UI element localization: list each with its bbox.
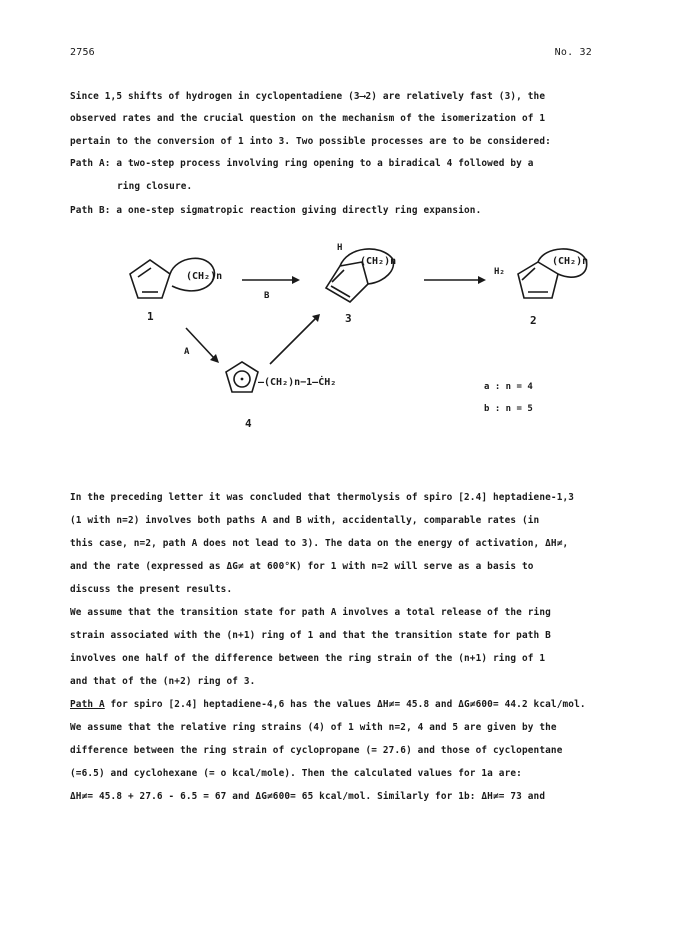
text-line: strain associated with the (n+1) ring of 1 and that the transition state for path B [70,630,551,641]
arrow-a-label: A [184,347,190,357]
text-line: ring closure. [117,181,193,192]
text-line: and that of the (n+2) ring of 3. [70,676,256,687]
text-line: this case, n=2, path A does not lead to 3). The data on the energy of activation, ΔH≠, [70,538,569,549]
path-a-values: for spiro [2.4] heptadiene-4,6 has the values ΔH≠= 45.8 and ΔG≠600= 44.2 kcal/mol. [104,699,586,710]
text-line: We assume that the relative ring strains (4) of 1 with n=2, 4 and 5 are given by the [70,722,557,733]
compound-1-ch2n-label: (CH₂)n [186,271,223,282]
arrow-3-to-2 [424,276,486,284]
h2-label: H₂ [494,267,505,277]
text-line: (=6.5) and cyclohexane (= o kcal/mole). Then the calculated values for 1a are: [70,768,522,779]
text-line: observed rates and the crucial question on the mechanism of the isomerization of 1 [70,113,546,124]
text-line: Since 1,5 shifts of hydrogen in cyclopentadiene (3⟶2) are relatively fast (3), the [70,91,546,102]
text-line: ΔH≠= 45.8 + 27.6 - 6.5 = 67 and ΔG≠600= 65 kcal/mol. Similarly for 1b: ΔH≠= 73 and [70,791,546,802]
compound-2-ch2n-label: (CH₂)n [552,256,589,267]
page-number: 2756 [70,47,95,58]
radical-chain-label: —(CH₂)n−1—ĊH₂ [258,377,337,388]
text-line: difference between the ring strain of cyclopropane (= 27.6) and those of cyclopentane [70,745,563,756]
text-line: Path A: a two-step process involving ring opening to a biradical 4 followed by a [70,158,534,169]
compound-3-label: 3 [345,312,352,325]
compound-4-structure [226,362,258,392]
arrow-b-label: B [264,291,270,301]
reaction-scheme [0,230,680,440]
compound-1-label: 1 [147,310,154,323]
text-line: (1 with n=2) involves both paths A and B with, accidentally, comparable rates (in [70,515,540,526]
arrow-4-to-3 [270,314,320,364]
arrow-path-b [242,276,300,284]
text-line: discuss the present results. [70,584,233,595]
text-line [70,699,586,710]
arrow-path-a [186,328,219,363]
compound-4-label: 4 [245,417,252,430]
issue-number: No. 32 [554,47,592,58]
compound-3-ch2n-label: (CH₂)n [360,256,397,267]
text-line: involves one half of the difference between the ring strain of the (n+1) ring of 1 [70,653,546,664]
text-line: and the rate (expressed as ΔG≠ at 600°K) for 1 with n=2 will serve as a basis to [70,561,534,572]
legend-b: b : n = 5 [484,404,533,414]
h-label: H [337,243,343,253]
text-line: pertain to the conversion of 1 into 3. Two possible processes are to be considered: [70,136,551,147]
path-a-heading: Path A [70,699,105,710]
legend-a: a : n = 4 [484,382,533,392]
text-line: In the preceding letter it was concluded that thermolysis of spiro [2.4] heptadiene-1,3 [70,492,575,503]
compound-2-label: 2 [530,314,537,327]
text-line: Path B: a one-step sigmatropic reaction giving directly ring expansion. [70,205,482,216]
text-line: We assume that the transition state for path A involves a total release of the ring [70,607,551,618]
